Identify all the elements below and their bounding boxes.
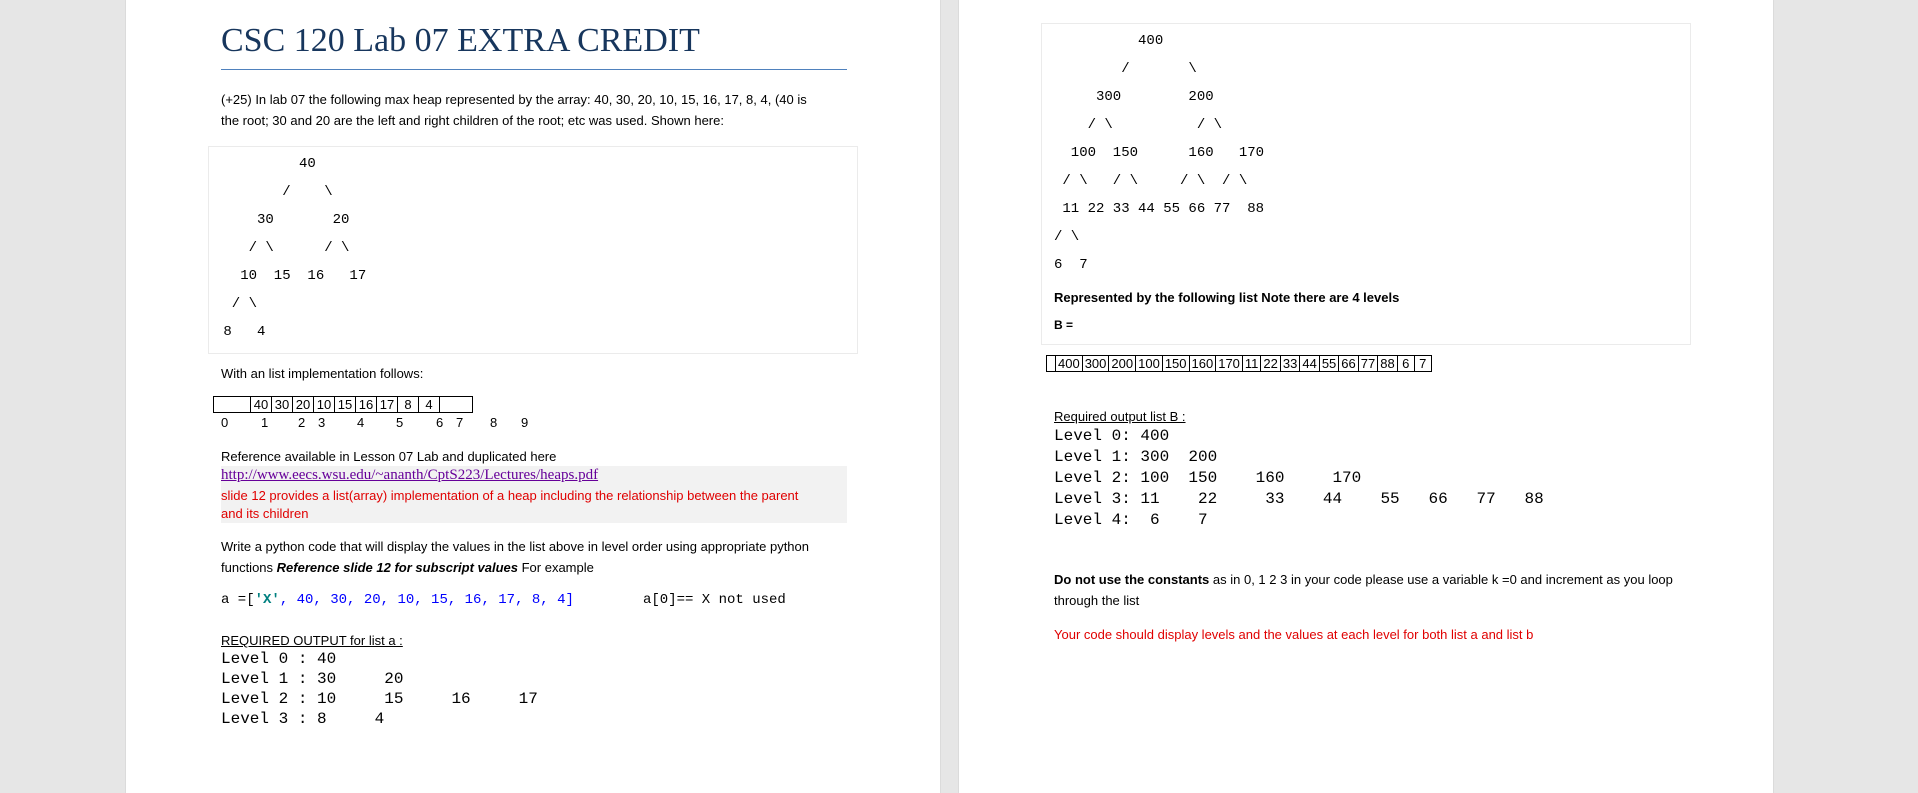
output-b-line: Level 2: 100 150 160 170 (1054, 469, 1362, 487)
array-cell: 4 (419, 397, 440, 413)
tree-a-line: 40 (215, 156, 316, 172)
required-output-a (221, 649, 538, 729)
write-line-2-c: For example (517, 560, 594, 575)
page-title: CSC 120 Lab 07 EXTRA CREDIT (221, 22, 700, 59)
array-index: 2 (298, 415, 306, 430)
title-divider (221, 69, 847, 70)
array-index: 8 (490, 415, 498, 430)
array-cell: 77 (1358, 356, 1377, 372)
slide-note-line-1: slide 12 provides a list(array) implementation of a heap including the relationship between the parent (221, 488, 799, 503)
array-cell: 20 (293, 397, 314, 413)
write-line-2 (221, 557, 594, 578)
array-index: 9 (521, 415, 529, 430)
slide-note-line-2: and its children (221, 506, 309, 521)
array-cell (214, 397, 251, 413)
tree-a-line: / \ (215, 296, 258, 312)
code-prefix: a =[ (221, 592, 255, 608)
output-b-line: Level 4: 6 7 (1054, 511, 1208, 529)
array-cell: 10 (314, 397, 335, 413)
array-index: 5 (396, 415, 404, 430)
array-cell: 55 (1319, 356, 1338, 372)
array-cell: 200 (1109, 356, 1136, 372)
array-index: 3 (318, 415, 326, 430)
tree-b-line: 100 150 160 170 (1054, 145, 1265, 161)
array-cell: 100 (1136, 356, 1163, 372)
reference-link[interactable]: http://www.eecs.wsu.edu/~ananth/CptS223/Lectures/heaps.pdf (221, 467, 599, 483)
intro-line-1: (+25) In lab 07 the following max heap represented by the array: 40, 30, 20, 10, 15, 16, 17, 8, 4, (40 is (221, 92, 807, 107)
tree-b-line (1054, 76, 1264, 90)
array-b-table (1046, 355, 1432, 372)
array-cell: 17 (377, 397, 398, 413)
tree-b-line (1054, 188, 1264, 202)
array-cell (1047, 356, 1056, 372)
tree-a-line: / \ (215, 184, 333, 200)
output-a-line: Level 0 : 40 (221, 650, 337, 668)
code-example-a (221, 592, 574, 608)
tree-b-line (1054, 132, 1264, 146)
heap-tree-b (1054, 34, 1264, 272)
array-a-table (213, 396, 473, 413)
tree-a-line: 8 4 (215, 324, 266, 340)
tree-b-line: 11 22 33 44 55 66 77 88 (1054, 201, 1265, 217)
output-b-line: Level 1: 300 200 (1054, 448, 1218, 466)
tree-a-line: 30 20 (215, 212, 350, 228)
b-label: B = (1054, 318, 1074, 332)
heap-tree-a (215, 157, 366, 339)
tree-b-line (1054, 104, 1264, 118)
tree-a-line: 10 15 16 17 (215, 268, 367, 284)
tree-a-line (215, 311, 366, 325)
write-line-2-emphasis: Reference slide 12 for subscript values (276, 560, 518, 575)
array-cell: 33 (1280, 356, 1299, 372)
array-cell: 7 (1414, 356, 1431, 372)
tree-b-line (1054, 160, 1264, 174)
tree-b-line (1054, 48, 1264, 62)
tree-b-line: 6 7 (1054, 257, 1088, 273)
tree-a-line (215, 199, 366, 213)
document-page-2 (959, 0, 1773, 793)
array-cell: 300 (1082, 356, 1109, 372)
required-output-b (1054, 426, 1544, 531)
array-cell (440, 397, 473, 413)
array-cell: 15 (335, 397, 356, 413)
required-output-b-label: Required output list B : (1054, 409, 1186, 424)
tree-a-line (215, 171, 366, 185)
tree-b-line (1054, 216, 1264, 230)
array-cell: 8 (398, 397, 419, 413)
output-a-line: Level 2 : 10 15 16 17 (221, 690, 538, 708)
tree-a-line (215, 283, 366, 297)
array-cell: 6 (1397, 356, 1414, 372)
array-cell: 170 (1216, 356, 1243, 372)
array-cell: 40 (251, 397, 272, 413)
tree-b-line: / \ (1054, 229, 1080, 245)
tree-b-line: / \ / \ (1054, 117, 1223, 133)
output-a-line: Level 1 : 30 20 (221, 670, 404, 688)
output-a-line: Level 3 : 8 4 (221, 710, 385, 728)
tree-b-line: / \ / \ / \ / \ (1054, 173, 1248, 189)
code-numbers: , 40, 30, 20, 10, 15, 16, 17, 8, 4] (279, 592, 574, 608)
reference-text: Reference available in Lesson 07 Lab and duplicated here (221, 449, 557, 464)
array-cell: 150 (1162, 356, 1189, 372)
tree-a-line: / \ / \ (215, 240, 350, 256)
document-page-1 (126, 0, 940, 793)
tree-a-line (215, 255, 366, 269)
constants-rest: as in 0, 1 2 3 in your code please use a variable k =0 and increment as you loop (1209, 572, 1673, 587)
code-string: 'X' (254, 592, 280, 608)
array-cell: 11 (1242, 356, 1261, 372)
list-impl-text: With an list implementation follows: (221, 366, 424, 381)
tree-b-line (1054, 244, 1264, 258)
output-b-line: Level 0: 400 (1054, 427, 1170, 445)
tree-b-line: / \ (1054, 61, 1197, 77)
array-cell: 88 (1378, 356, 1397, 372)
output-b-line: Level 3: 11 22 33 44 55 66 77 88 (1054, 490, 1544, 508)
tree-b-line: 400 (1054, 33, 1164, 49)
intro-line-2: the root; 30 and 20 are the left and right children of the root; etc was used. Shown here: (221, 113, 724, 128)
represented-text: Represented by the following list Note there are 4 levels (1054, 290, 1400, 305)
tree-b-line: 300 200 (1054, 89, 1214, 105)
write-line-1: Write a python code that will display the values in the list above in level order using appropriate python (221, 539, 809, 554)
array-index: 1 (261, 415, 269, 430)
write-line-2-a: functions (221, 560, 277, 575)
array-cell: 66 (1339, 356, 1358, 372)
array-cell: 16 (356, 397, 377, 413)
display-note: Your code should display levels and the values at each level for both list a and list b (1054, 627, 1534, 642)
heap-tree-a-box (208, 146, 858, 354)
array-index: 7 (456, 415, 464, 430)
array-index: 4 (357, 415, 365, 430)
array-index: 6 (436, 415, 444, 430)
required-output-a-label: REQUIRED OUTPUT for list a : (221, 633, 403, 648)
array-cell: 22 (1261, 356, 1280, 372)
array-index: 0 (221, 415, 229, 430)
tree-a-line (215, 227, 366, 241)
constants-line-1 (1054, 569, 1673, 590)
array-cell: 400 (1056, 356, 1083, 372)
array-cell: 44 (1300, 356, 1319, 372)
constants-line-2: through the list (1054, 593, 1140, 608)
constants-bold: Do not use the constants (1054, 572, 1210, 587)
array-cell: 160 (1189, 356, 1216, 372)
array-cell: 30 (272, 397, 293, 413)
code-comment-a: a[0]== X not used (643, 592, 786, 608)
